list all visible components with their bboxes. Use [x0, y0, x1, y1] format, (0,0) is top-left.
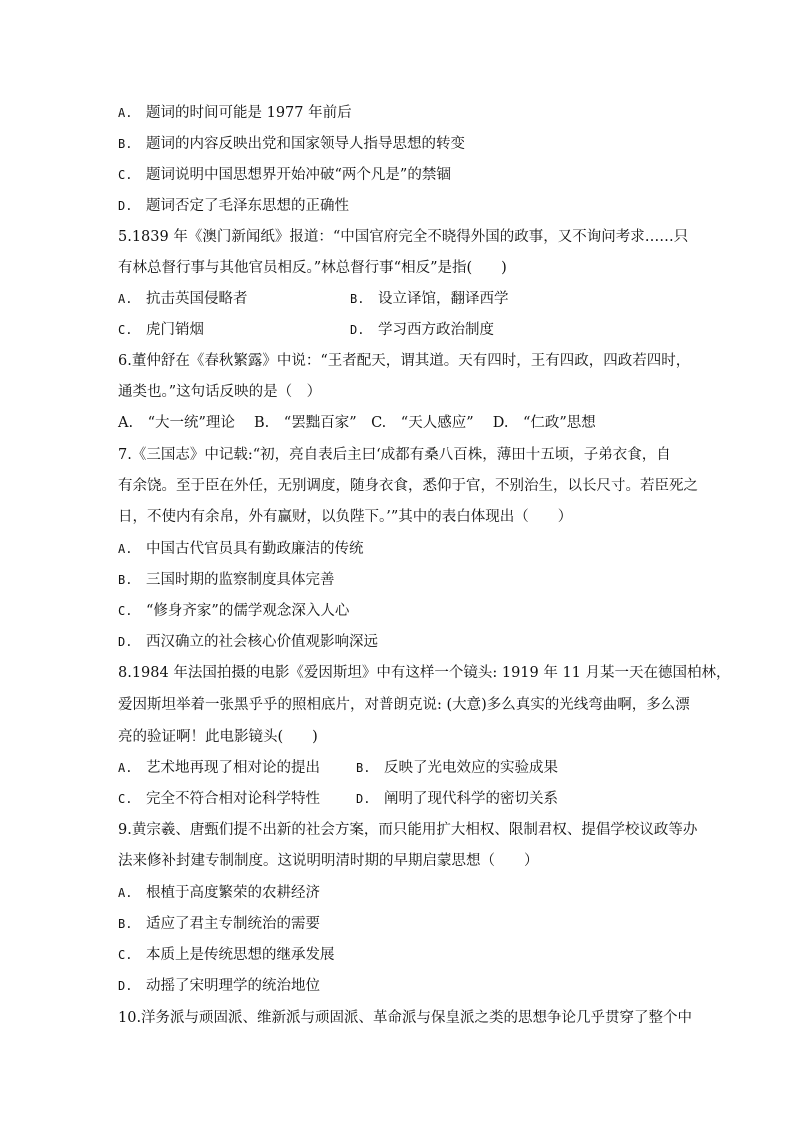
- q7-stem-line-3: 日，不使内有余帛，外有赢财，以负陛下。’”其中的表白体现出（ ）: [118, 509, 573, 525]
- option-text: 本质上是传统思想的继承发展: [146, 947, 335, 963]
- q7-option-d: [118, 632, 378, 652]
- q9-option-a: [118, 883, 320, 903]
- option-label: B.: [118, 917, 133, 931]
- option-text: 三国时期的监察制度具体完善: [146, 572, 335, 588]
- q4-option-a: [118, 103, 352, 123]
- q5-option-b: [350, 289, 509, 309]
- q8-option-a: [118, 758, 320, 778]
- q5-option-d: [350, 320, 494, 340]
- q9-stem-line-1: 9.黄宗羲、唐甄们提不出新的社会方案，而只能用扩大相权、限制君权、提倡学校议政等办: [118, 822, 698, 838]
- option-label: D.: [350, 323, 365, 337]
- option-label: A.: [118, 542, 133, 556]
- option-text: 设立译馆，翻译西学: [378, 291, 509, 307]
- option-text: 西汉确立的社会核心价值观影响深远: [146, 634, 378, 650]
- q4-option-d: [118, 196, 349, 216]
- q8-stem-line-2: 爱因斯坦举着一张黑乎乎的照相底片，对普朗克说: (大意)多么真实的光线弯曲啊，多么漂: [118, 697, 690, 713]
- q5-stem-line-1: 5.1839 年《澳门新闻纸》报道：“中国官府完全不晓得外国的政事，又不询问考求……只: [118, 229, 689, 245]
- q6-stem-line-1: 6.董仲舒在《春秋繁露》中说：“王者配天，谓其道。天有四时，王有四政，四政若四时，: [118, 353, 691, 369]
- q9-option-d: [118, 976, 320, 996]
- option-label: C.: [118, 168, 133, 182]
- q7-option-c: [118, 601, 349, 621]
- option-label: C.: [118, 604, 133, 618]
- q6-options: A. “大一统”理论 B. “罢黜百家” C. “天人感应” D. “仁政”思想: [118, 415, 596, 431]
- q5-option-a: [118, 289, 248, 309]
- option-label: D.: [118, 979, 133, 993]
- option-text: 适应了君主专制统治的需要: [146, 916, 320, 932]
- q4-option-b: [118, 134, 465, 154]
- option-text: 题词的内容反映出党和国家领导人指导思想的转变: [146, 136, 465, 152]
- q8-stem-line-1: 8.1984 年法国拍摄的电影《爱因斯坦》中有这样一个镜头: 1919 年 11 月某一天在德国柏林，: [118, 665, 731, 681]
- option-label: A.: [118, 886, 133, 900]
- option-label: B.: [356, 761, 371, 775]
- option-label: B.: [350, 292, 365, 306]
- q5-option-c: [118, 320, 204, 340]
- option-label: C.: [118, 948, 133, 962]
- option-text: 虎门销烟: [146, 322, 204, 338]
- option-label: D.: [118, 199, 133, 213]
- q8-option-d: [356, 789, 558, 809]
- option-label: C.: [118, 792, 133, 806]
- q4-option-c: [118, 165, 451, 185]
- q5-stem-line-2: 有林总督行事与其他官员相反。”林总督行事“相反”是指( ): [118, 260, 507, 276]
- option-label: A.: [118, 106, 133, 120]
- q10-stem-line-1: 10.洋务派与顽固派、维新派与顽固派、革命派与保皇派之类的思想争论几乎贯穿了整个中: [118, 1010, 693, 1026]
- option-label: D.: [356, 792, 371, 806]
- option-text: 完全不符合相对论科学特性: [146, 791, 320, 807]
- q6-stem-line-2: 通类也。”这句话反映的是（ ）: [118, 384, 322, 400]
- option-label: A.: [118, 292, 133, 306]
- option-label: B.: [118, 137, 133, 151]
- q7-option-b: [118, 570, 335, 590]
- option-text: 题词说明中国思想界开始冲破“两个凡是”的禁锢: [146, 167, 451, 183]
- option-label: D.: [118, 635, 133, 649]
- option-label: B.: [118, 573, 133, 587]
- option-text: 艺术地再现了相对论的提出: [146, 760, 320, 776]
- option-text: 学习西方政治制度: [378, 322, 494, 338]
- q9-option-b: [118, 914, 320, 934]
- q8-option-b: [356, 758, 558, 778]
- option-text: 题词的时间可能是 1977 年前后: [146, 105, 352, 121]
- option-label: A.: [118, 761, 133, 775]
- q9-stem-line-2: 法来修补封建专制制度。这说明明清时期的早期启蒙思想（ ）: [118, 853, 539, 869]
- option-text: 中国古代官员具有勤政廉洁的传统: [146, 541, 364, 557]
- option-text: 题词否定了毛泽东思想的正确性: [146, 198, 349, 214]
- option-text: 抗击英国侵略者: [146, 291, 248, 307]
- q8-stem-line-3: 亮的验证啊！此电影镜头( ): [118, 729, 318, 745]
- q7-stem-line-2: 有余饶。至于臣在外任，无别调度，随身衣食，悉仰于官，不别治生，以长尺寸。若臣死之: [118, 478, 698, 494]
- q7-option-a: [118, 539, 364, 559]
- option-text: 反映了光电效应的实验成果: [384, 760, 558, 776]
- option-text: 阐明了现代科学的密切关系: [384, 791, 558, 807]
- option-text: “修身齐家”的儒学观念深入人心: [146, 603, 350, 619]
- option-label: C.: [118, 323, 133, 337]
- q9-option-c: [118, 945, 335, 965]
- q7-stem-line-1: 7.《三国志》中记载:“初，亮自表后主曰‘成都有桑八百株，薄田十五顷，子弟衣食，自: [118, 447, 671, 463]
- q8-option-c: [118, 789, 320, 809]
- option-text: 动摇了宋明理学的统治地位: [146, 978, 320, 994]
- option-text: 根植于高度繁荣的农耕经济: [146, 885, 320, 901]
